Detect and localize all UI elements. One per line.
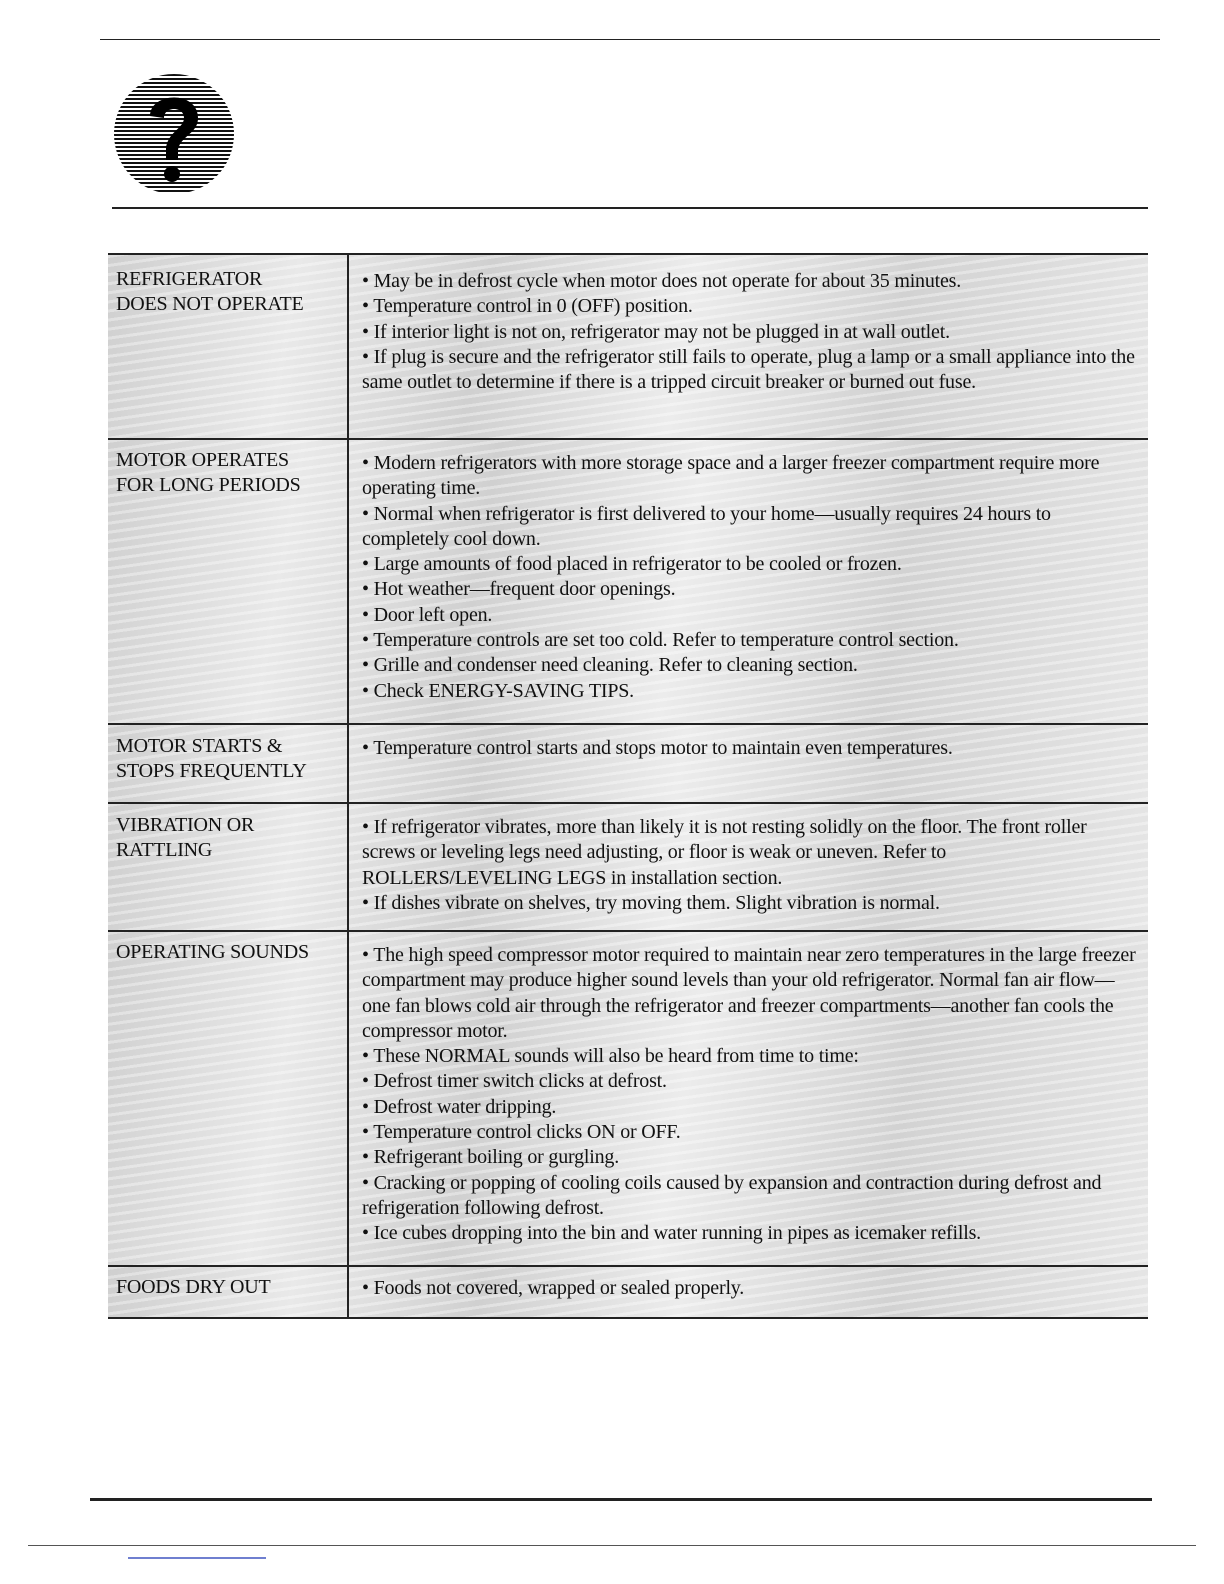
cause-item: • Door left open. (362, 603, 493, 626)
cause-item: • Temperature controls are set too cold. Refer to temperature control section. (362, 629, 959, 652)
cause-item: • Temperature control in 0 (OFF) position. (362, 295, 693, 318)
footer-link-underline[interactable] (128, 1557, 266, 1559)
table-row (108, 440, 1148, 725)
cause-item: • If dishes vibrate on shelves, try moving them. Slight vibration is normal. (362, 891, 940, 914)
table-row (108, 932, 1148, 1267)
cause-item: • Ice cubes dropping into the bin and water running in pipes as icemaker refills. (362, 1222, 981, 1245)
cause-item: • These NORMAL sounds will also be heard from time to time: (362, 1045, 859, 1068)
problem-label: FOODS DRY OUT (108, 1267, 349, 1317)
cause-item: • Cracking or popping of cooling coils caused by expansion and contraction during defrost and refrigeration following defrost. (362, 1171, 1102, 1219)
table-row (108, 255, 1148, 440)
question-mark-icon (110, 70, 238, 198)
problem-label: REFRIGERATOR DOES NOT OPERATE (108, 255, 349, 438)
cause-item: • If interior light is not on, refrigerator may not be plugged in at wall outlet. (362, 320, 950, 343)
cause-item: • Modern refrigerators with more storage space and a larger freezer compartment require more operating time. (362, 452, 1100, 500)
table-row (108, 804, 1148, 932)
cause-list (349, 725, 1148, 802)
cause-item: • Temperature control starts and stops motor to maintain even temperatures. (362, 737, 953, 759)
cause-item: • May be in defrost cycle when motor does not operate for about 35 minutes. (362, 270, 962, 292)
cause-item: • Defrost timer switch clicks at defrost. (362, 1070, 667, 1093)
problem-label: MOTOR STARTS & STOPS FREQUENTLY (108, 725, 349, 802)
cause-list (349, 255, 1148, 438)
cause-list (349, 1267, 1148, 1317)
footer-rule (28, 1545, 1196, 1546)
cause-list (349, 440, 1148, 723)
table-row (108, 725, 1148, 804)
cause-item: • Refrigerant boiling or gurgling. (362, 1146, 620, 1169)
table-row (108, 1267, 1148, 1319)
cause-item: • If plug is secure and the refrigerator still fails to operate, plug a lamp or a small appliance into the same outlet to determine if there is a tripped circuit breaker or burned out fuse. (362, 345, 1135, 394)
bottom-rule (90, 1498, 1152, 1501)
problem-label: VIBRATION OR RATTLING (108, 804, 349, 930)
cause-item: • The high speed compressor motor required to maintain near zero temperatures in the large freezer compartment may produce higher sound levels than your old refrigerator. Normal fan air flow—one fan blows cold air through the refrigerator and freezer compartments—another fan cools the compressor motor. (362, 944, 1136, 1042)
cause-item: • If refrigerator vibrates, more than likely it is not resting solidly on the floor. The front roller screws or leveling legs need adjusting, or floor is weak or uneven. Refer to ROLLERS/LEVELING LEGS in installation section. (362, 816, 1087, 889)
cause-item: • Temperature control clicks ON or OFF. (362, 1121, 681, 1144)
cause-item: • Large amounts of food placed in refrigerator to be cooled or frozen. (362, 553, 902, 576)
problem-label: MOTOR OPERATES FOR LONG PERIODS (108, 440, 349, 723)
cause-item: • Defrost water dripping. (362, 1095, 557, 1118)
cause-item: • Normal when refrigerator is first delivered to your home—usually requires 24 hours to completely cool down. (362, 502, 1051, 550)
troubleshooting-table (108, 253, 1148, 1319)
cause-item: • Check ENERGY-SAVING TIPS. (362, 679, 634, 702)
header-rule (112, 207, 1148, 209)
top-rule (100, 39, 1160, 40)
cause-item: • Hot weather—frequent door openings. (362, 578, 676, 601)
cause-item: • Grille and condenser need cleaning. Refer to cleaning section. (362, 654, 858, 677)
cause-item: • Foods not covered, wrapped or sealed properly. (362, 1277, 745, 1299)
problem-label: OPERATING SOUNDS (108, 932, 349, 1265)
cause-list (349, 932, 1148, 1265)
cause-list (349, 804, 1148, 930)
